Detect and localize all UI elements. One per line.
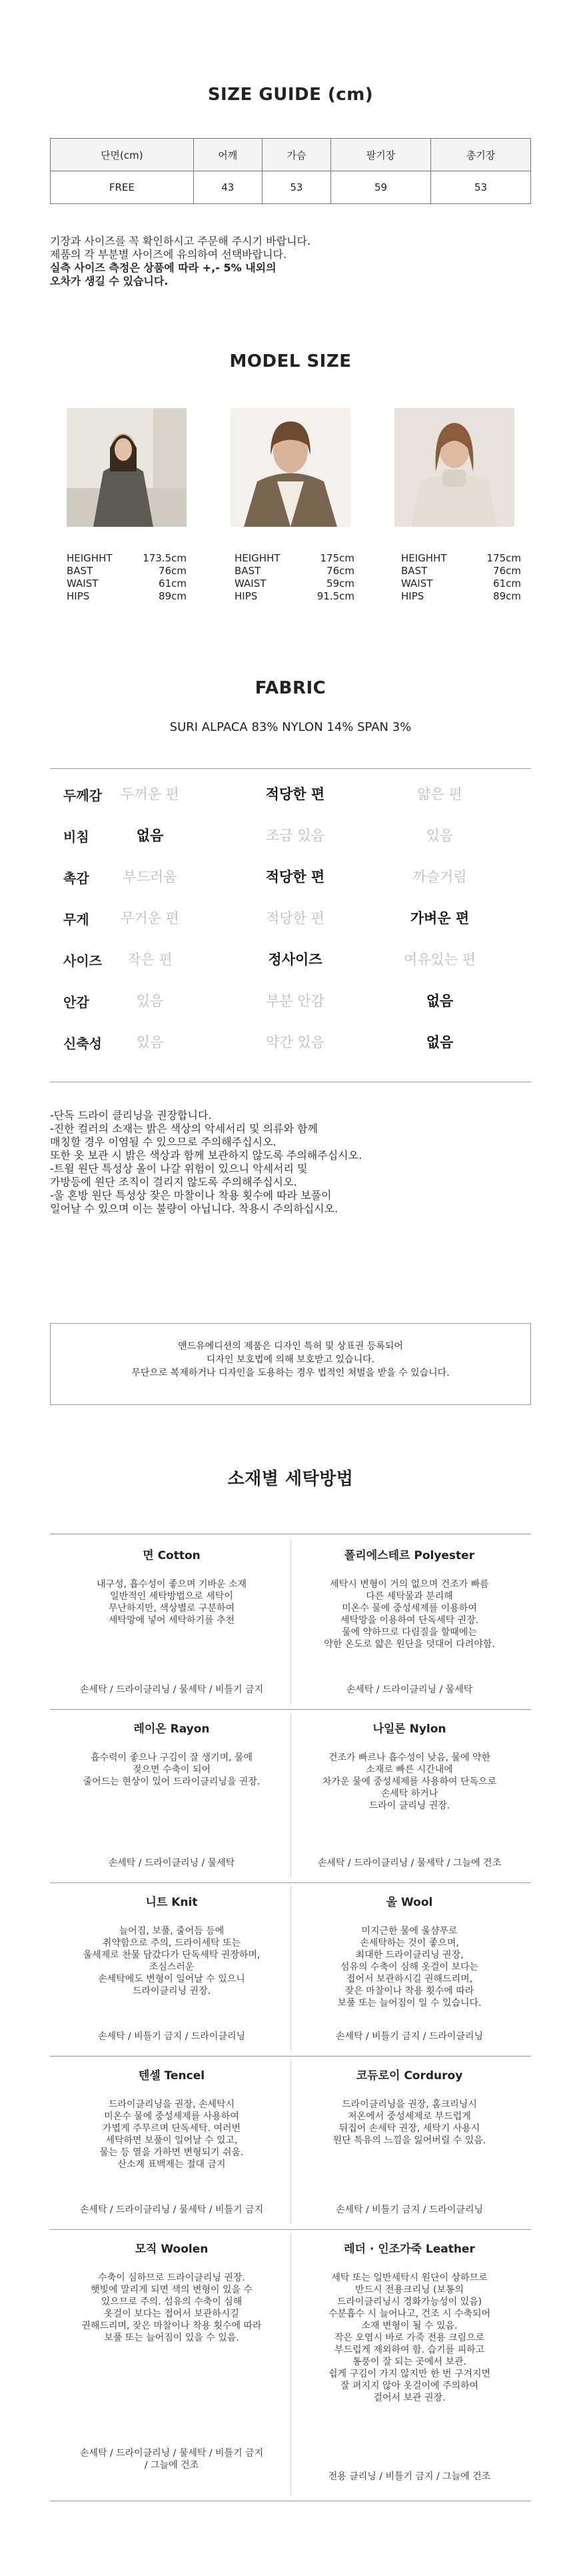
fabric-title: FABRIC: [255, 678, 326, 698]
model-stats-1: HEIGHHT 173.5cm BAST 76cm WAIST 61cm HIPS 89cm: [67, 552, 187, 602]
wash-card-title: 모직 Woolen: [135, 2243, 209, 2256]
size-table-header: 단면(cm) 어깨 가슴 팔기장 총기장: [51, 139, 531, 171]
fabric-row-label: 안감: [63, 994, 89, 1010]
wash-card-description-line: 건조가 빠르나 흡수성이 낮음, 물에 약한: [328, 1752, 491, 1763]
fabric-row-label: 사이즈: [63, 953, 102, 969]
wash-card-method: [53, 2204, 290, 2216]
wash-card: [291, 2239, 528, 2494]
copyright-notice: 앤드유에디션의 제품은 디자인 특허 및 상표권 등록되어 디자인 보호법에 의해 보호받고 있습니다. 무단으로 복제하거나 디자인을 도용하는 경우 법적인 처벌을 받을 수 있습니다.: [50, 1323, 531, 1405]
wash-card-description: [53, 1925, 290, 1997]
wash-card-title: 면 Cotton: [143, 1549, 201, 1562]
fabric-row: [53, 1024, 530, 1057]
wash-card-method: [53, 2031, 290, 2043]
size-table-row: FREE 43 53 59 53: [51, 171, 531, 204]
size-notes: 기장과 사이즈를 꼭 확인하시고 주문해 주시기 바랍니다. 제품의 각 부분별 사이즈에 유의하여 선택바랍니다. 실측 사이즈 측정은 상품에 따라 +,- 5% 내외의 오차가 생길 수 있습니다.: [50, 235, 311, 287]
wash-card-description-line: 드라이 클리닝 권장.: [368, 1800, 450, 1811]
wash-title: 소재별 세탁방법: [227, 1469, 354, 1489]
fabric-row: [53, 858, 530, 892]
fabric-option: 있음: [426, 828, 454, 844]
wash-card-method: [291, 1684, 528, 1696]
fabric-option: 약간 있음: [266, 1034, 324, 1050]
fabric-table-top-line: [50, 768, 531, 769]
wash-card-description-line: 차가운 물에 중성세제를 사용하여 단독으로: [322, 1776, 497, 1787]
wash-divider: [50, 2229, 531, 2230]
fabric-option: 적당한 편: [266, 910, 324, 926]
wash-card-description-line: 무난하지만, 색상별로 구분하여: [108, 1603, 235, 1614]
wash-card-description-line: 손세탁에도 변형이 일어날 수 있으니: [98, 1974, 245, 1985]
wash-card-description-line: 젖으면 수축이 되어: [132, 1764, 211, 1775]
wash-card-description-line: 드라이클리닝을 권장, 손세탁시: [108, 2099, 235, 2110]
fabric-option: 까슬거림: [412, 869, 467, 885]
wash-card-description-line: 흡수력이 좋으나 구김이 잘 생기며, 물에: [90, 1752, 253, 1763]
wash-card-description-line: 걸어서 보관 권장.: [373, 2393, 446, 2403]
wash-card-description-line: 물에 약하므로 다림질을 할때에는: [342, 1627, 477, 1638]
wash-card-description-line: 물는 등 열을 가하면 변형되기 쉬움.: [99, 2147, 244, 2158]
wash-card-description-line: 섬유의 수축이 심해 옷걸이 보다는: [340, 1962, 479, 1973]
wash-card-description-line: 미온수 물에 중성세제를 사용하여: [104, 2111, 239, 2122]
fabric-row-label: 촉감: [63, 870, 89, 886]
fabric-option: 무거운 편: [121, 910, 179, 926]
wash-card-method: [291, 1857, 528, 1869]
wash-card-method: [291, 2204, 528, 2216]
fabric-option-selected: 적당한 편: [265, 869, 325, 885]
wash-card-description: [53, 1578, 290, 1626]
wash-card-description-line: 손세탁 하거나: [380, 1788, 438, 1799]
wash-card-description-line: 세탁하면 보풀이 일어날 수 있고,: [105, 2135, 238, 2146]
wash-divider: [50, 2056, 531, 2057]
wash-card-description-line: 소재로 빠른 시간내에: [366, 1764, 453, 1775]
wash-card-method-line: 손세탁 / 비틀기 금지 / 드라이클리닝: [335, 2031, 484, 2042]
wash-card-description-line: 소재 변형이 될 수 있음.: [361, 2321, 458, 2331]
wash-card-description-line: 세탁 또는 일반세탁시 원단이 상하므로: [331, 2273, 488, 2283]
fabric-option: 여유있는 편: [403, 952, 476, 968]
fabric-row-label: 신축성: [63, 1036, 102, 1052]
wash-card-description-line: 세탁망을 이용하여 단독세탁 권장.: [340, 1615, 479, 1626]
wash-card-description-line: 뒤집어 손세탁 권장, 세탁기 사용시: [338, 2123, 480, 2134]
wash-card: [291, 2066, 528, 2223]
wash-card: [291, 1546, 528, 1702]
fabric-option: 있음: [136, 1034, 164, 1050]
fabric-row: [53, 900, 530, 933]
fabric-option: 조금 있음: [266, 828, 324, 844]
wash-card-description-line: 원단 특유의 느낌을 잃어버릴 수 있음.: [332, 2135, 486, 2146]
wash-divider: [50, 1882, 531, 1883]
fabric-row-label: 비침: [63, 829, 89, 845]
wash-card: [291, 1892, 528, 2049]
wash-card-description-line: 잘 펴지지 않아 옷걸이에 주의하여: [340, 2381, 479, 2391]
wash-card-method-line: 전용 클리닝 / 비틀기 금지 / 그늘에 건조: [328, 2471, 491, 2482]
wash-divider: [50, 1709, 531, 1710]
wash-card-method-line: 손세탁 / 드라이클리닝 / 물세탁 / 그늘에 건조: [317, 1858, 502, 1868]
wash-card-method-line: / 그늘에 건조: [144, 2460, 199, 2471]
wash-card-description-line: 최대한 드라이클리닝 권장,: [355, 1950, 464, 1961]
wash-card-title: 폴리에스테르 Polyester: [344, 1549, 475, 1562]
wash-card-description-line: 권해드리며, 잦은 마찰이나 착용 횟수에 따라: [81, 2321, 262, 2331]
wash-card-description-line: 보풀 또는 늘어짐이 일 수 있습니다.: [337, 1998, 482, 2009]
wash-card-method-line: 손세탁 / 드라이클리닝 / 물세탁: [346, 1684, 473, 1695]
wash-card-description-line: 쉽게 구김이 가지 않지만 한 번 구겨지면: [328, 2369, 491, 2379]
wash-card-description: [53, 2099, 290, 2171]
fabric-row: [53, 982, 530, 1016]
wash-card-description: [53, 2272, 290, 2344]
fabric-option-selected: 적당한 편: [265, 786, 325, 802]
wash-card-description-line: 조심스러운: [149, 1962, 195, 1973]
model-stats-3: HEIGHHT 175cm BAST 76cm WAIST 61cm HIPS 89cm: [401, 552, 521, 602]
fabric-option-selected: 없음: [426, 993, 454, 1009]
fabric-option-selected: 가벼운 편: [410, 910, 470, 926]
wash-card-description-line: 통풍이 잘 되는 곳에서 보관.: [352, 2357, 466, 2367]
care-notes: -단독 드라이 클리닝을 권장합니다. -진한 컬러의 소재는 밝은 색상의 악세서리 및 의류와 함께 매칭할 경우 이염될 수 있으므로 주의해주십시오. 또한 옷 보관 시 밝은 색상과 함께 보관하지 않도록 주의해주십시오. -트윌 원단 특성상 올이 나갈 위험이 있으니 악세서리 및 가방등에 원단 조직이 걸리지 않도록 주의해주십시오. -울 혼방 원단 특성상 잦은 마찰이나 착용 횟수에 따라 보풀이 일어날 수 있으며 이는 불량이 아닙니다. 착용시 주의하십시오.: [50, 1109, 362, 1215]
wash-card: [53, 2066, 290, 2223]
model-photo-3: [394, 408, 514, 527]
wash-card-method: [53, 1857, 290, 1869]
wash-card: [291, 1719, 528, 1876]
wash-card-description-line: 세탁시 변형이 거의 없으며 건조가 빠름: [330, 1579, 489, 1590]
fabric-row: [53, 817, 530, 850]
wash-card-description-line: 작은 오염시 바로 가죽 전용 크림으로: [334, 2333, 485, 2343]
fabric-option: 부분 안감: [266, 993, 324, 1009]
wash-card-method: [53, 2447, 290, 2471]
fabric-option-selected: 없음: [426, 1034, 454, 1050]
wash-card: [53, 1719, 290, 1876]
wash-card-description-line: 수분흡수 시 늘어나고, 건조 시 수축되어: [328, 2309, 491, 2319]
fabric-option: 부드러움: [123, 869, 177, 885]
fabric-option: 두꺼운 편: [121, 786, 179, 802]
model-photo-2: [231, 408, 350, 527]
wash-card-description-line: 있으므로 주의. 섬유의 수축이 심해: [101, 2297, 243, 2307]
fabric-row: [53, 941, 530, 974]
wash-card-title: 레더 · 인조가죽 Leather: [344, 2243, 475, 2256]
wash-card-description-line: 세탁망에 넣어 세탁하기를 추천: [108, 1615, 235, 1626]
wash-card-description-line: 잦은 마찰이나 착용 횟수에 따라: [344, 1986, 474, 1997]
wash-card-method-line: 손세탁 / 드라이클리닝 / 물세탁 / 비틀기 금지: [79, 1684, 264, 1695]
wash-card-description-line: 취약함으로 주의, 드라이세탁 또는: [102, 1938, 241, 1949]
wash-card-description: [291, 1578, 528, 1650]
fabric-option: 작은 편: [127, 952, 173, 968]
wash-card-description-line: 보풀 또는 늘어짐이 있을 수 있음.: [104, 2333, 239, 2343]
wash-card-description-line: 늘어짐, 보풀, 줄어듬 등에: [119, 1926, 225, 1937]
fabric-row: [53, 776, 530, 809]
fabric-composition: SURI ALPACA 83% NYLON 14% SPAN 3%: [169, 720, 412, 734]
wash-card: [53, 1546, 290, 1702]
wash-card-title: 울 Wool: [386, 1896, 433, 1909]
wash-card-method: [291, 2031, 528, 2043]
wash-card-description-line: 부드럽게 제외하여 함. 습기를 피하고: [334, 2345, 485, 2355]
wash-card-method-line: 손세탁 / 비틀기 금지 / 드라이클리닝: [97, 2031, 246, 2042]
fabric-row-label: 두께감: [63, 788, 102, 804]
wash-card-method: [53, 1684, 290, 1696]
model-stats-2: HEIGHHT 175cm BAST 76cm WAIST 59cm HIPS 91.5cm: [235, 552, 354, 602]
wash-card-description: [291, 2272, 528, 2404]
wash-card-title: 나일론 Nylon: [372, 1722, 446, 1736]
wash-card: [53, 2239, 290, 2494]
wash-card-description-line: 접어서 보관하시길 권해드리며,: [346, 1974, 473, 1985]
wash-card-description-line: 수축이 심하므로 드라이클리닝 권장.: [98, 2273, 245, 2283]
wash-card-description-line: 일반적인 세탁방법으로 세탁이: [110, 1591, 233, 1602]
wash-card-description-line: 울세제로 찬물 담갔다가 단독세탁 권장하며,: [83, 1950, 261, 1961]
wash-card-description-line: 다른 세탁물과 분리해: [366, 1591, 453, 1602]
wash-card-method: [291, 2471, 528, 2483]
wash-card-description-line: 미온수 물에 중성세제를 이용하여: [342, 1603, 477, 1614]
wash-card-method-line: 손세탁 / 드라이클리닝 / 물세탁: [108, 1858, 235, 1868]
wash-card-description-line: 옷걸이 보다는 접어서 보관하시길: [104, 2309, 239, 2319]
fabric-option: 있음: [136, 993, 164, 1009]
fabric-option-selected: 정사이즈: [268, 952, 322, 968]
wash-card-title: 니트 Knit: [145, 1896, 198, 1909]
wash-card-description: [291, 2099, 528, 2147]
model-size-title: MODEL SIZE: [229, 351, 352, 371]
wash-card-description-line: 산소계 표백제는 절대 금지: [117, 2159, 226, 2170]
fabric-row-label: 무게: [63, 912, 89, 928]
wash-card-description-line: 드라이클리닝 권장.: [132, 1986, 211, 1997]
fabric-option-selected: 없음: [136, 828, 164, 844]
model-photo-1: [67, 408, 187, 527]
wash-card-method-line: 손세탁 / 드라이클리닝 / 물세탁 / 비틀기 금지: [79, 2448, 264, 2459]
fabric-option: 얇은 편: [417, 786, 462, 802]
wash-card-title: 코듀로이 Corduroy: [356, 2069, 463, 2083]
wash-card-description-line: 줄어드는 현상이 있어 드라이클리닝을 권장.: [83, 1776, 261, 1787]
wash-card-description-line: 약한 온도로 얇은 원단을 덧대어 다려야함.: [324, 1639, 495, 1650]
wash-card-description-line: 햇빛에 말리게 되면 색의 변형이 있을 수: [90, 2285, 253, 2295]
wash-card-description: [291, 1752, 528, 1812]
wash-card: [53, 1892, 290, 2049]
wash-card-method-line: 손세탁 / 드라이클리닝 / 물세탁 / 비틀기 금지: [79, 2205, 264, 2215]
wash-card-description-line: 가볍게 주무르며 단독세탁. 여러번: [102, 2123, 241, 2134]
wash-card-description-line: 반드시 전용크리닝 (보통의: [354, 2285, 464, 2295]
wash-card-description-line: 미지근한 물에 울샴푸로: [361, 1926, 458, 1937]
size-table: [50, 138, 531, 204]
wash-card-description: [291, 1925, 528, 2009]
wash-card-description-line: 손세탁하는 것이 좋으며,: [360, 1938, 459, 1949]
size-guide-title: SIZE GUIDE (cm): [207, 85, 374, 105]
wash-card-title: 텐셀 Tencel: [138, 2069, 205, 2083]
wash-card-description-line: 드라이클리닝시 경화가능성이 있음): [336, 2297, 482, 2307]
wash-card-title: 레이온 Rayon: [133, 1722, 210, 1736]
wash-card-description-line: 드라이클리닝을 권장, 홈크리닝시: [342, 2099, 477, 2110]
wash-card-description: [53, 1752, 290, 1788]
wash-card-description-line: 저온에서 중성세제로 부드럽게: [348, 2111, 471, 2122]
wash-card-description-line: 내구성, 흡수성이 좋으며 기바운 소재: [96, 1579, 247, 1590]
wash-card-method-line: 손세탁 / 비틀기 금지 / 드라이클리닝: [335, 2205, 484, 2215]
